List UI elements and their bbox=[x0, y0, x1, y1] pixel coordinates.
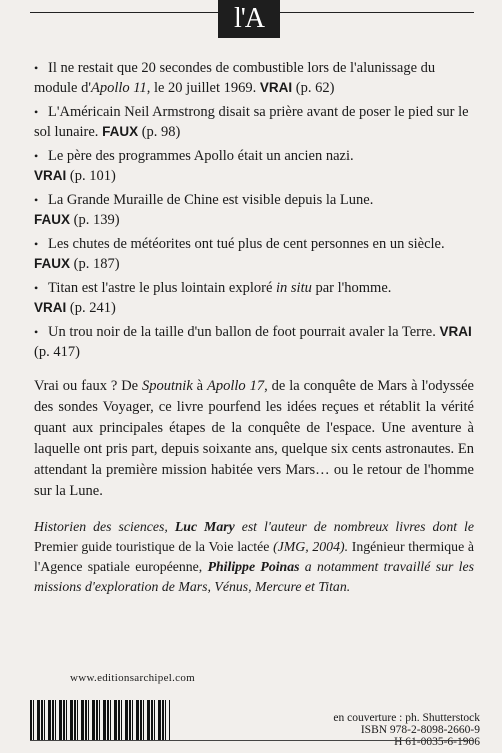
barcode bbox=[30, 700, 170, 753]
fact-text bbox=[34, 58, 474, 98]
facts-list bbox=[34, 58, 474, 366]
publisher-url: www.editionsarchipel.com bbox=[70, 672, 196, 684]
text-span: La Grande Muraille de Chine est visible depuis la Lune. bbox=[48, 192, 374, 208]
fact-text bbox=[34, 146, 474, 186]
italic-span: Spoutnik bbox=[142, 378, 193, 394]
publisher-logo-text: l'A bbox=[233, 3, 265, 34]
bullet-icon: • bbox=[34, 325, 39, 339]
text-span: Les chutes de météorites ont tué plus de cent personnes en un siècle. bbox=[48, 236, 445, 252]
fact-item bbox=[34, 234, 474, 274]
verdict-label: FAUX bbox=[34, 212, 71, 227]
text-span: Le père des programmes Apollo était un ancien nazi. bbox=[48, 148, 354, 164]
fact-text bbox=[34, 190, 474, 230]
text-span: (p. 417) bbox=[34, 344, 80, 360]
fact-text bbox=[34, 322, 474, 362]
fact-item bbox=[34, 146, 474, 186]
upright-span: Ingénieur thermique à l'Agence spatiale européenne, bbox=[34, 539, 475, 574]
text-span: (p. 101) bbox=[66, 168, 116, 184]
fact-item bbox=[34, 322, 474, 362]
italic-span: Apollo 11 bbox=[90, 80, 147, 96]
fact-text bbox=[34, 102, 474, 142]
text-span: L'Américain Neil Armstrong disait sa prière avant de poser le pied sur le sol lunaire. bbox=[34, 104, 469, 140]
italic-span: Apollo 17 bbox=[207, 378, 265, 394]
fact-text bbox=[34, 234, 474, 274]
text-span: (p. 98) bbox=[138, 124, 181, 140]
text-span: (p. 187) bbox=[70, 256, 120, 272]
fact-item bbox=[34, 278, 474, 318]
verdict-label: FAUX bbox=[34, 256, 71, 271]
bullet-icon: • bbox=[34, 61, 39, 75]
text-span: est l'auteur de nombreux livres dont le bbox=[234, 519, 474, 534]
text-span: Historien des sciences, bbox=[34, 519, 175, 534]
upright-span: Premier guide touristique de la Voie lactée bbox=[34, 539, 270, 554]
fact-item bbox=[34, 58, 474, 98]
text-span: Un trou noir de la taille d'un ballon de foot pourrait avaler la Terre. bbox=[48, 324, 440, 340]
back-cover-blurb bbox=[34, 376, 474, 502]
text-span: Il ne restait que 20 secondes de combustible lors de l'alunissage du module d' bbox=[34, 60, 436, 96]
verdict-label: FAUX bbox=[102, 124, 139, 139]
verdict-label: VRAI bbox=[34, 300, 67, 315]
text-span: par l'homme. bbox=[311, 280, 392, 296]
cover-credits bbox=[290, 712, 480, 748]
text-span: , le 20 juillet 1969. bbox=[146, 80, 260, 96]
cover-credit: en couverture : ph. Shutterstock bbox=[333, 712, 480, 724]
fact-item bbox=[34, 190, 474, 230]
text-span: (JMG, 2004). bbox=[269, 539, 352, 554]
author-name: Luc Mary bbox=[174, 519, 235, 534]
isbn: ISBN 978-2-8098-2660-9 bbox=[360, 724, 480, 736]
fact-item bbox=[34, 102, 474, 142]
bullet-icon: • bbox=[34, 237, 39, 251]
text-span: Titan est l'astre le plus lointain exploré bbox=[48, 280, 276, 296]
italic-span: in situ bbox=[276, 280, 312, 296]
product-code: H 61-0035-6-1906 bbox=[394, 736, 480, 748]
text-span: Vrai ou faux ? De bbox=[34, 378, 143, 394]
text-span: , de la conquête de Mars à l'odyssée des sondes Voyager, ce livre pourfend les idées reçues et rétablit la vérité quant aux principales étapes de la conquête de l'espace. Une aventure à laquelle ont pris part, depuis soixante ans, quelque six cents astronautes. En attendant la première mission habitée vers Mars… ou le retour de l'homme sur la Lune. bbox=[34, 378, 474, 499]
text-span: (p. 62) bbox=[292, 80, 335, 96]
text-span: (p. 139) bbox=[70, 212, 120, 228]
authors-bio bbox=[34, 517, 474, 597]
text-span: à bbox=[192, 378, 208, 394]
bottom-rule bbox=[30, 740, 474, 741]
author-name: Philippe Poinas bbox=[207, 559, 300, 574]
verdict-label: VRAI bbox=[259, 80, 293, 95]
bullet-icon: • bbox=[34, 149, 39, 163]
text-span: (p. 241) bbox=[66, 300, 116, 316]
verdict-label: VRAI bbox=[34, 168, 67, 183]
bullet-icon: • bbox=[34, 193, 39, 207]
bullet-icon: • bbox=[34, 281, 39, 295]
barcode-bars bbox=[30, 700, 170, 740]
verdict-label: VRAI bbox=[439, 324, 472, 339]
fact-text bbox=[34, 278, 474, 318]
bullet-icon: • bbox=[34, 105, 39, 119]
text-span: a notamment travaillé sur les missions d'exploration de Mars, Vénus, Mercure et Titan. bbox=[34, 559, 474, 594]
publisher-logo bbox=[218, 0, 280, 38]
